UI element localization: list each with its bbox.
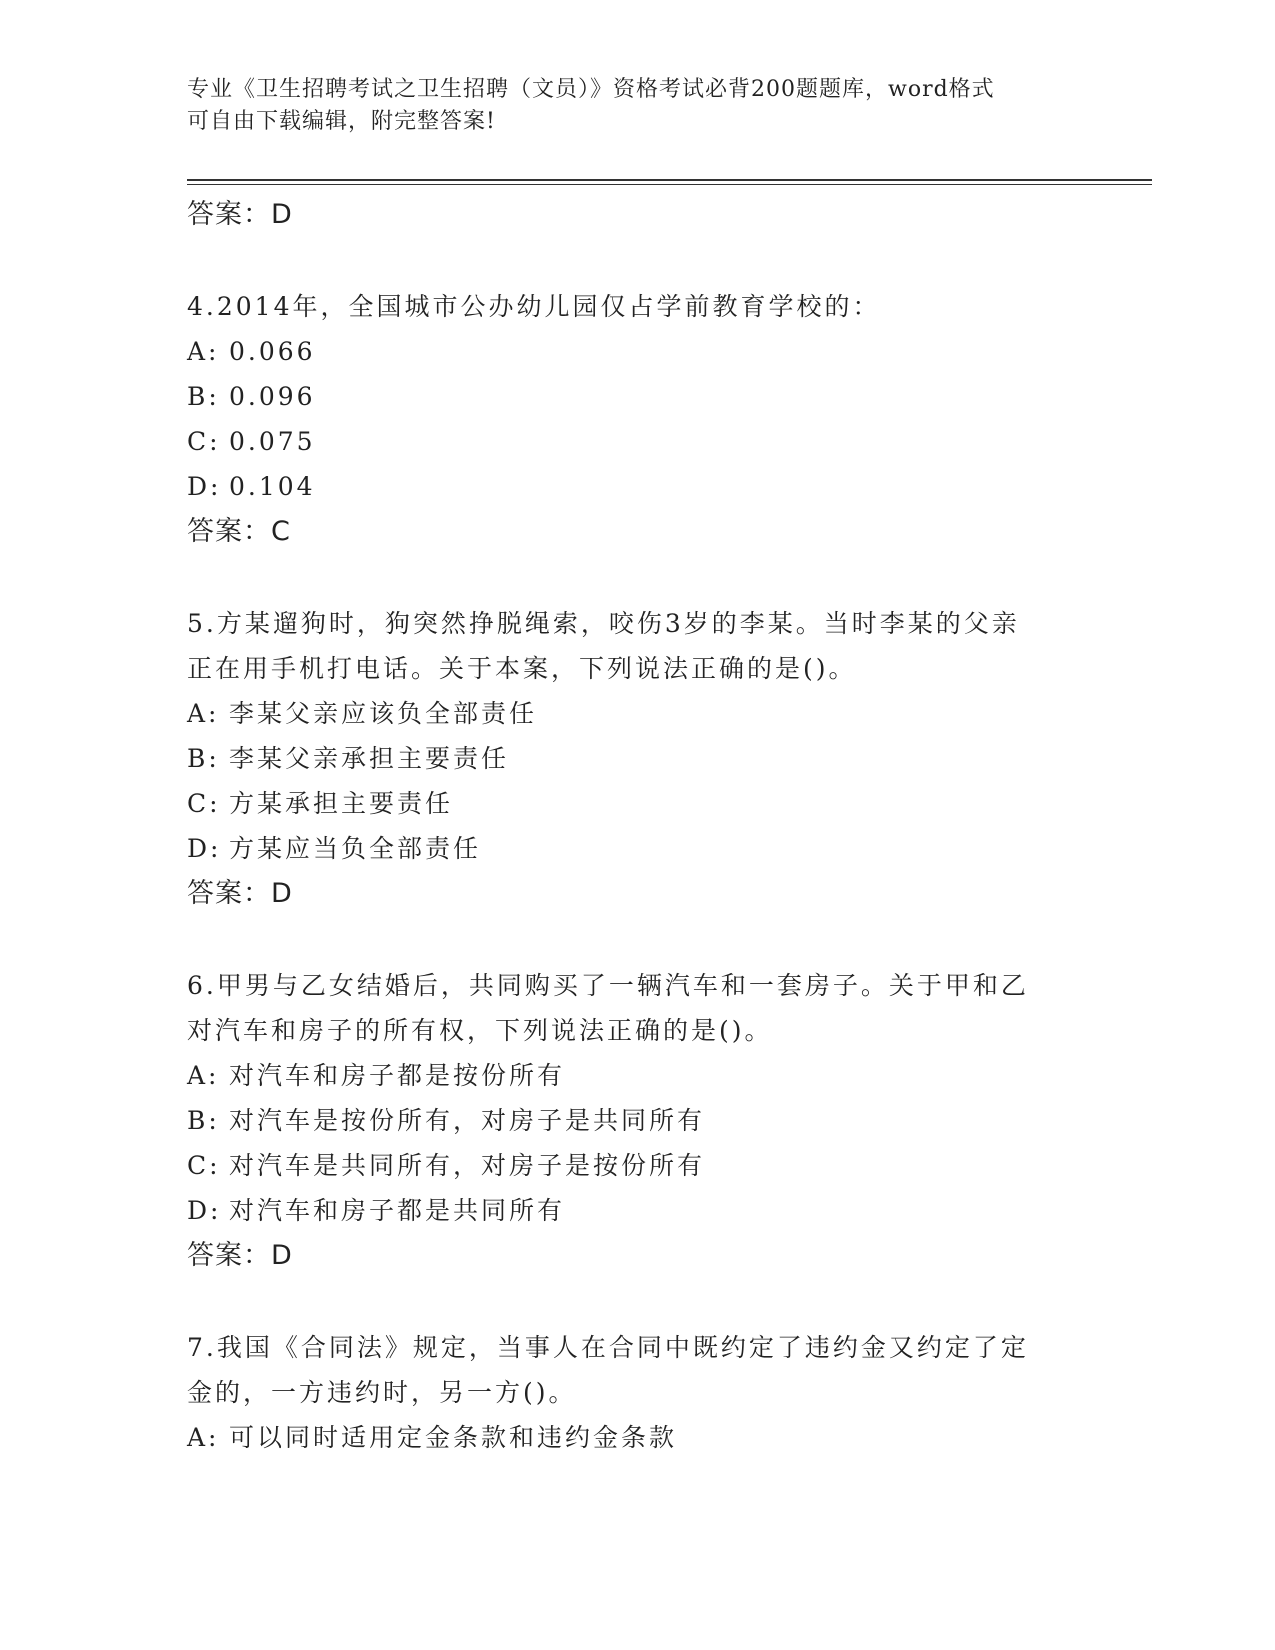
option-text: 0.075 [229, 427, 316, 456]
question-5 [187, 601, 1067, 871]
option-c [187, 419, 1067, 464]
option-text: 可以同时适用定金条款和违约金条款 [229, 1423, 678, 1452]
question-stem: 7.我国《合同法》规定，当事人在合同中既约定了违约金又约定了定 [187, 1333, 1029, 1362]
option-c [187, 1143, 1067, 1188]
question-stem: 5.方某遛狗时，狗突然挣脱绳索，咬伤3岁的李某。当时李某的父亲 [187, 609, 1020, 638]
option-key: D: [187, 472, 222, 501]
option-a [187, 1415, 1067, 1460]
question-stem: 对汽车和房子的所有权，下列说法正确的是()。 [187, 1016, 773, 1045]
option-text: 0.066 [229, 337, 316, 366]
option-text: 对汽车是按份所有，对房子是共同所有 [229, 1106, 706, 1135]
answer-prefix: 答案： [187, 878, 271, 909]
option-key: B: [187, 382, 220, 411]
option-d [187, 464, 1067, 509]
option-a [187, 691, 1067, 736]
option-key: A: [187, 337, 220, 366]
answer-line [187, 509, 1067, 554]
option-d [187, 1188, 1067, 1233]
option-text: 对汽车是共同所有，对房子是按份所有 [229, 1151, 706, 1180]
option-key: D: [187, 834, 222, 863]
header-rule-thin [187, 184, 1152, 185]
option-text: 方某应当负全部责任 [229, 834, 482, 863]
answer-value: C [271, 516, 291, 547]
answer-line [187, 1233, 1067, 1278]
option-text: 对汽车和房子都是按份所有 [229, 1061, 566, 1090]
option-key: A: [187, 699, 220, 728]
option-key: C: [187, 1151, 221, 1180]
option-key: B: [187, 744, 220, 773]
option-text: 对汽车和房子都是共同所有 [229, 1196, 566, 1225]
option-c [187, 781, 1067, 826]
question-7 [187, 1325, 1067, 1460]
option-text: 李某父亲承担主要责任 [229, 744, 510, 773]
document-header [187, 74, 1077, 138]
option-key: D: [187, 1196, 222, 1225]
option-text: 0.096 [229, 382, 316, 411]
question-stem: 金的，一方违约时，另一方()。 [187, 1378, 577, 1407]
header-line-2: 可自由下载编辑，附完整答案! [187, 109, 496, 134]
answer-value: D [271, 878, 293, 909]
option-b [187, 736, 1067, 781]
option-text: 李某父亲应该负全部责任 [229, 699, 538, 728]
question-6 [187, 963, 1067, 1233]
question-stem: 6.甲男与乙女结婚后，共同购买了一辆汽车和一套房子。关于甲和乙 [187, 971, 1029, 1000]
option-d [187, 826, 1067, 871]
answer-value: D [271, 1240, 293, 1271]
answer-prefix: 答案： [187, 516, 271, 547]
question-stem: 4.2014年，全国城市公办幼儿园仅占学前教育学校的： [187, 292, 881, 321]
header-line-1: 专业《卫生招聘考试之卫生招聘（文员）》资格考试必背200题题库，word格式 [187, 77, 995, 102]
option-a [187, 329, 1067, 374]
answer-value: D [271, 199, 293, 230]
option-key: C: [187, 427, 221, 456]
option-text: 0.104 [229, 472, 316, 501]
option-key: C: [187, 789, 221, 818]
question-list [187, 192, 1067, 1460]
answer-prefix: 答案： [187, 199, 271, 230]
answer-prefix: 答案： [187, 1240, 271, 1271]
option-key: A: [187, 1423, 220, 1452]
question-stem: 正在用手机打电话。关于本案，下列说法正确的是()。 [187, 654, 857, 683]
option-a [187, 1053, 1067, 1098]
header-rule-thick [187, 179, 1152, 181]
option-key: B: [187, 1106, 220, 1135]
option-b [187, 374, 1067, 419]
answer-line [187, 871, 1067, 916]
answer-line [187, 192, 1067, 237]
option-b [187, 1098, 1067, 1143]
option-key: A: [187, 1061, 220, 1090]
question-4 [187, 284, 1067, 509]
option-text: 方某承担主要责任 [229, 789, 454, 818]
